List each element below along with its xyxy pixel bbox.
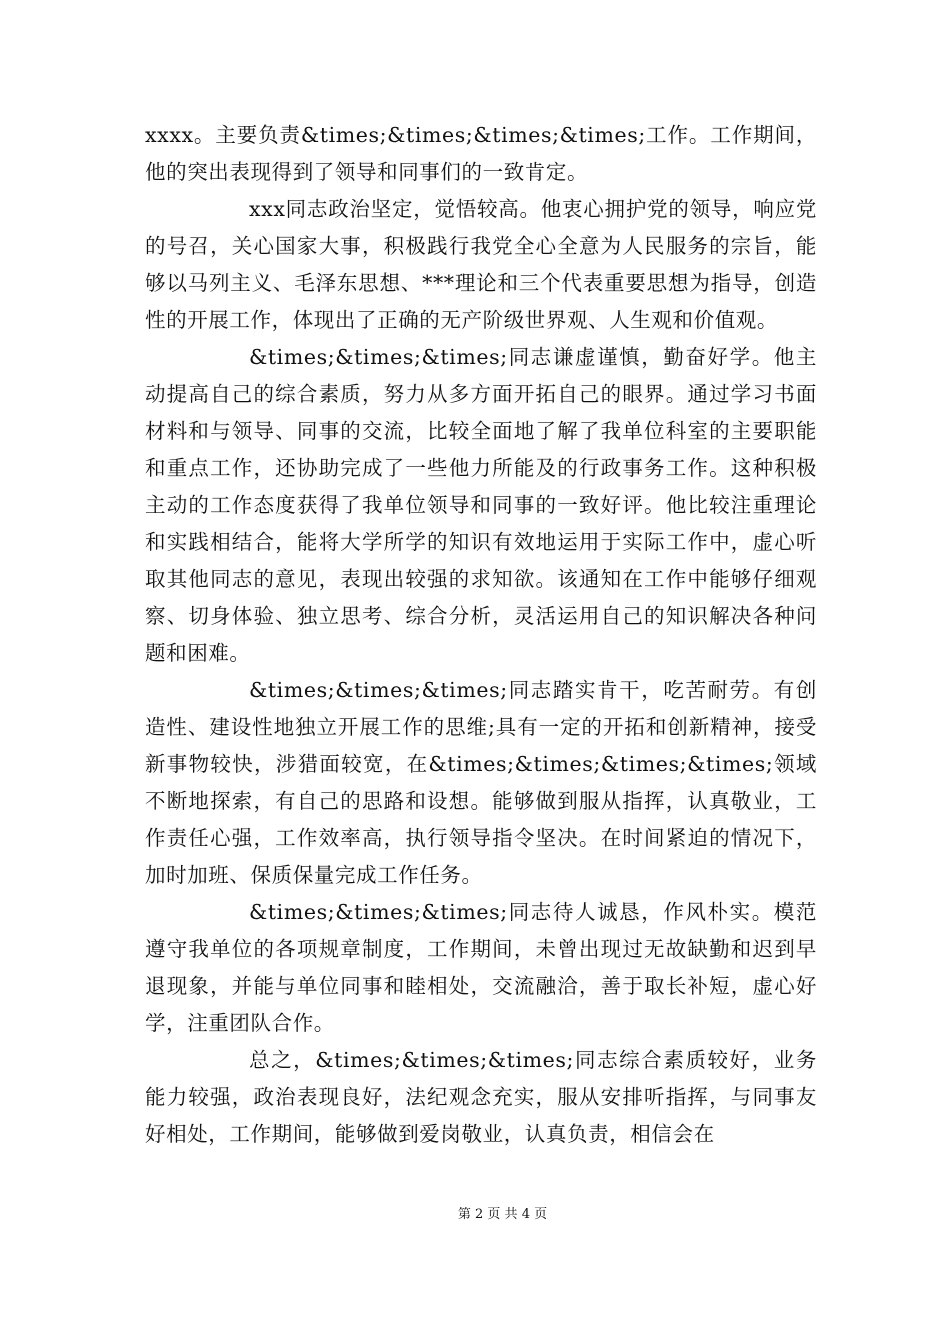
paragraph-1: xxxx。主要负责&times;&times;&times;&times;工作。工作期间，他的突出表现得到了领导和同事们的一致肯定。 (145, 123, 817, 184)
paragraph-3: &times;&times;&times;同志谦虚谨慎，勤奋好学。他主动提高自己的综合素质，努力从多方面开拓自己的眼界。通过学习书面材料和与领导、同事的交流，比较全面地了解了我单位科室的主要职能和重点工作，还协助完成了一些他力所能及的行政事务工作。这种积极主动的工作态度获得了我单位领导和同事的一致好评。他比较注重理论和实践相结合，能将大学所学的知识有效地运用于实际工作中，虚心听取其他同志的意见，表现出较强的求知欲。该通知在工作中能够仔细观察、切身体验、独立思考、综合分析，灵活运用自己的知识解决各种问题和困难。 (145, 345, 817, 665)
paragraph-4: &times;&times;&times;同志踏实肯干，吃苦耐劳。有创造性、建设性地独立开展工作的思维;具有一定的开拓和创新精神，接受新事物较快，涉猎面较宽，在&times;&times;&times;&times;领域不断地探索，有自己的思路和设想。能够做到服从指挥，认真敬业，工作责任心强，工作效率高，执行领导指令坚决。在时间紧迫的情况下，加时加班、保质保量完成工作任务。 (145, 678, 817, 887)
document-body (145, 117, 817, 1153)
paragraph-5: &times;&times;&times;同志待人诚恳，作风朴实。模范遵守我单位的各项规章制度，工作期间，未曾出现过无故缺勤和迟到早退现象，并能与单位同事和睦相处，交流融洽，善于取长补短，虚心好学，注重团队合作。 (145, 900, 817, 1035)
paragraph-6: 总之，&times;&times;&times;同志综合素质较好，业务能力较强，政治表现良好，法纪观念充实，服从安排听指挥，与同事友好相处，工作期间，能够做到爱岗敬业，认真负责，相信会在 (145, 1048, 817, 1146)
paragraph-2: xxx同志政治坚定，觉悟较高。他衷心拥护党的领导，响应党的号召，关心国家大事，积极践行我党全心全意为人民服务的宗旨，能够以马列主义、毛泽东思想、***理论和三个代表重要思想为指导，创造性的开展工作，体现出了正确的无产阶级世界观、人生观和价值观。 (145, 197, 817, 332)
page-number: 第 2 页 共 4 页 (457, 1207, 548, 1222)
